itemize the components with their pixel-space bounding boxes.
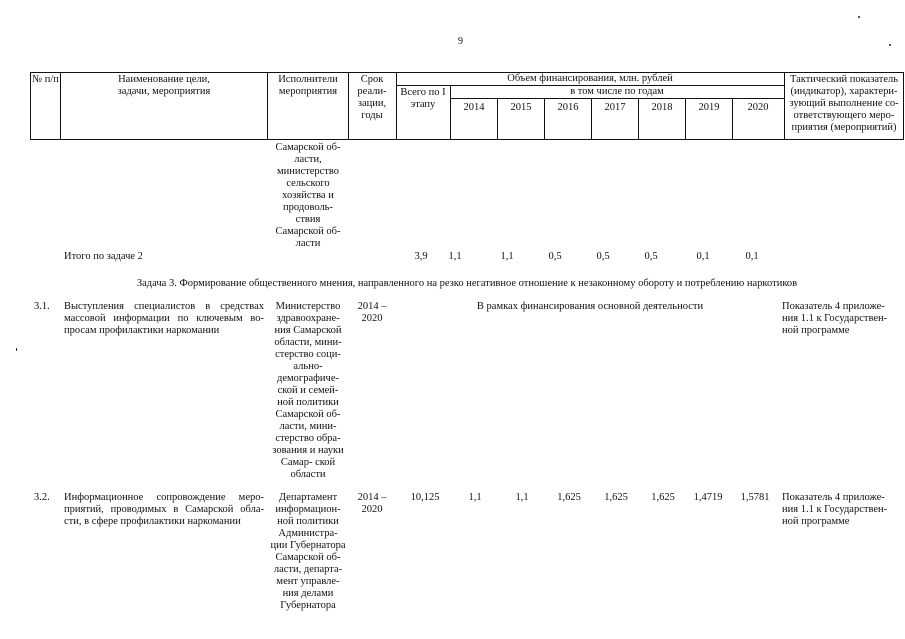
row-num: 3.1. [34,301,50,312]
row-term: 2014 – 2020 [357,301,387,324]
year-value: 1,5781 [740,492,770,503]
page-number: 9 [458,36,463,47]
header-indicator: Тактический показатель (индикатор), характери- зующий выполнение со- ответствующего меро- приятия (мероприятий) [789,74,899,133]
header-year: 2015 [510,102,532,113]
header-year: 2020 [747,102,769,113]
year-value: 1,4719 [693,492,723,503]
header-exec: Исполнители мероприятия [278,74,338,97]
row-name: Информационное сопровождение меро- приятий, проводимых в Самарской обла- сти, в сфере профилактики наркомании [64,492,264,527]
header-funding: Объем финансирования, млн. рублей [507,73,673,84]
year-value: 1,1 [468,492,482,503]
scan-mark [16,348,17,351]
row-indicator: Показатель 4 приложе- ния 1.1 к Государствен- ной программе [782,492,888,527]
header-year: 2019 [698,102,720,113]
header-years-group: в том числе по годам [570,86,664,97]
year-value: 1,1 [515,492,529,503]
table-header [30,72,904,140]
row-term: 2014 – 2020 [357,492,387,515]
row-num: 3.2. [34,492,50,503]
row-indicator: Показатель 4 приложе- ния 1.1 к Государствен- ной программе [782,301,888,336]
header-term: Срок реали- зации, годы [357,74,387,121]
year-value: 1,1 [500,251,514,262]
header-name: Наименование цели, задачи, мероприятия [117,74,211,97]
header-num: № п/п [32,74,59,85]
header-year: 2018 [651,102,673,113]
total-value: 10,125 [410,492,440,503]
year-value: 0,5 [596,251,610,262]
header-year: 2017 [604,102,626,113]
scan-dot [858,16,860,18]
header-year: 2014 [463,102,485,113]
row-funding-note: В рамках финансирования основной деятельности [476,301,704,312]
scan-dot [889,44,891,46]
year-value: 1,625 [557,492,581,503]
year-value: 0,1 [696,251,710,262]
year-value: 0,5 [644,251,658,262]
task3-title: Задача 3. Формирование общественного мнения, направленного на резко негативное отношение к незаконному обороту и потреблению наркотиков [136,278,798,289]
year-value: 1,625 [651,492,675,503]
continuation-executor: Самарской об- ласти, министерство сельского хозяйства и продоволь- ствия Самарской об- ласти [275,142,341,249]
year-value: 0,1 [745,251,759,262]
row-executor: Департамент информацион- ной политики Администра- ции Губернатора Самарской об- ласти, департа- мент управле- ния делами Губернатора [270,492,346,611]
row-name: Выступления специалистов в средствах массовой информации по ключевым во- просам профилактики наркомании [64,301,264,336]
total-label: Итого по задаче 2 [64,251,143,262]
year-value: 1,1 [448,251,462,262]
header-total: Всего по I этапу [400,87,446,110]
year-value: 1,625 [604,492,628,503]
row-executor: Министерство здравоохране- ния Самарской области, мини- стерство соци- ально- демографиче- ской и семей- ной политики Самарской об- ласти, мини- стерство обра- зования и науки Самар- ской области [272,301,344,480]
total-value: 3,9 [414,251,428,262]
header-year: 2016 [557,102,579,113]
year-value: 0,5 [548,251,562,262]
